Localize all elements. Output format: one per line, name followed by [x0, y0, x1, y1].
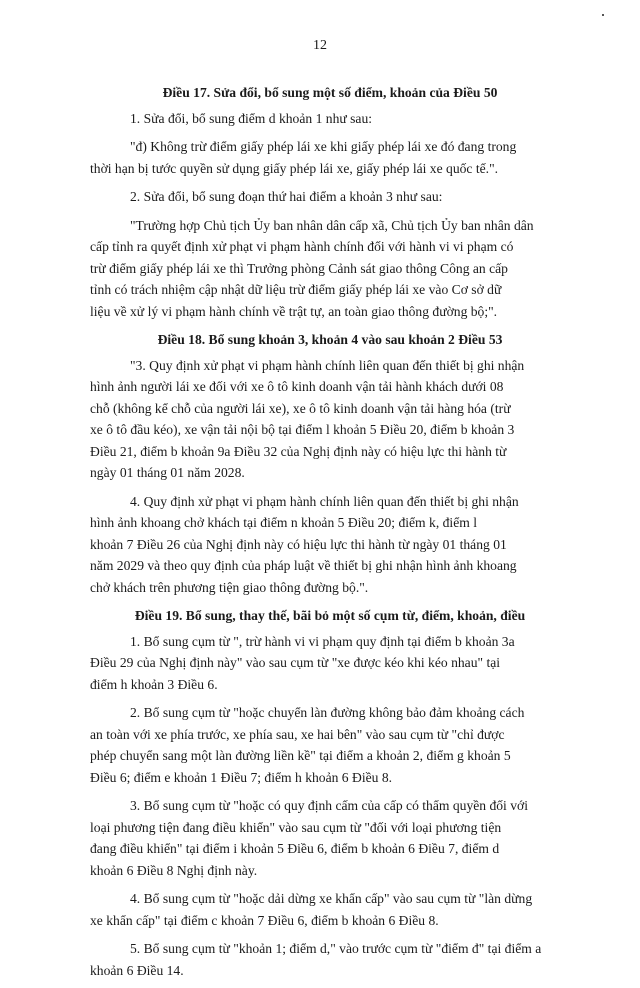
text-line: khoản 6 Điều 8 Nghị định này.: [90, 862, 258, 878]
clause-paragraph: [90, 795, 570, 881]
article-heading: Điều 18. Bổ sung khoản 3, khoản 4 vào sau khoản 2 Điều 53: [157, 332, 503, 347]
text-line: 5. Bổ sung cụm từ "khoản 1; điểm d," vào trước cụm từ "điểm đ" tại điểm a: [130, 941, 542, 956]
text-line: cấp tỉnh ra quyết định xử phạt vi phạm hành chính đối với hành vi vi phạm có: [90, 239, 514, 254]
text-line: 3. Bổ sung cụm từ "hoặc có quy định cấm của cấp có thẩm quyền đối với: [130, 798, 528, 813]
text-line: khoản 7 Điều 26 của Nghị định này có hiệu lực thi hành từ ngày 01 tháng 01: [90, 536, 507, 552]
clause-paragraph: [90, 702, 570, 788]
text-line: an toàn với xe phía trước, xe phía sau, xe hai bên" vào sau cụm từ "chỉ được: [90, 726, 505, 742]
text-line: 4. Quy định xử phạt vi phạm hành chính liên quan đến thiết bị ghi nhận: [130, 493, 519, 509]
text-line: "Trường hợp Chủ tịch Ủy ban nhân dân cấp xã, Chủ tịch Ủy ban nhân dân: [130, 217, 534, 233]
text-line: tỉnh có trách nhiệm cập nhật dữ liệu trừ điểm giấy phép lái xe vào Cơ sở dữ: [90, 282, 502, 297]
text-line: chỗ (không kể chỗ của người lái xe), xe ô tô kinh doanh vận tải hàng hóa (trừ: [90, 400, 511, 416]
clause-paragraph: [90, 631, 570, 696]
text-line: xe ô tô đầu kéo), xe vận tải nội bộ tại điểm l khoản 5 Điều 20, điểm b khoản 3: [90, 422, 515, 437]
text-line: ngày 01 tháng 01 năm 2028.: [90, 465, 245, 480]
clause-paragraph: [90, 938, 570, 981]
clause-paragraph: [90, 215, 570, 323]
clause-paragraph: [90, 888, 570, 931]
text-line: 4. Bổ sung cụm từ "hoặc dải dừng xe khẩn cấp" vào sau cụm từ "làn dừng: [130, 891, 533, 906]
clause-paragraph: [90, 108, 570, 130]
text-line: Điều 6; điểm e khoản 1 Điều 7; điểm h khoản 6 Điều 8.: [90, 769, 393, 785]
text-line: phép chuyển sang một làn đường liền kề" tại điểm a khoản 2, điểm g khoản 5: [90, 748, 511, 763]
scan-speck: [602, 14, 604, 16]
clause-paragraph: [90, 355, 570, 484]
document-body: [90, 76, 570, 988]
text-line: Điều 21, điểm b khoản 9a Điều 32 của Nghị định này có hiệu lực thi hành từ: [90, 443, 507, 459]
text-line: "đ) Không trừ điểm giấy phép lái xe khi giấy phép lái xe đó đang trong: [130, 139, 517, 154]
text-line: loại phương tiện đang điều khiển" vào sau cụm từ "đối với loại phương tiện: [90, 819, 502, 835]
clause-paragraph: [90, 136, 570, 179]
text-line: năm 2029 và theo quy định của pháp luật về thiết bị ghi nhận hình ảnh khoang: [90, 558, 517, 573]
text-line: hình ảnh người lái xe đối với xe ô tô kinh doanh vận tải hành khách dưới 08: [90, 379, 504, 394]
text-line: 1. Bổ sung cụm từ ", trừ hành vi vi phạm quy định tại điểm b khoản 3a: [130, 633, 515, 649]
clause-paragraph: [90, 186, 570, 208]
text-line: Điều 29 của Nghị định này" vào sau cụm từ "xe được kéo khi kéo nhau" tại: [90, 655, 501, 670]
text-line: chở khách trên phương tiện giao thông đường bộ.".: [90, 579, 369, 595]
text-line: đang điều khiển" tại điểm i khoản 5 Điều 6, điểm b khoản 6 Điều 7, điểm d: [90, 841, 500, 856]
text-line: 2. Sửa đổi, bổ sung đoạn thứ hai điểm a khoản 3 như sau:: [130, 189, 443, 204]
article-heading: Điều 19. Bổ sung, thay thế, bãi bỏ một số cụm từ, điểm, khoản, điều: [134, 608, 526, 623]
text-line: hình ảnh khoang chở khách tại điểm n khoản 5 Điều 20; điểm k, điểm l: [90, 515, 477, 530]
page-number: 12: [313, 38, 327, 53]
clause-paragraph: [90, 491, 570, 599]
text-line: liệu về xử lý vi phạm hành chính về trật tự, an toàn giao thông đường bộ;".: [90, 303, 498, 319]
text-line: thời hạn bị tước quyền sử dụng giấy phép lái xe, giấy phép lái xe quốc tế.".: [90, 160, 499, 176]
text-line: điểm h khoản 3 Điều 6.: [90, 676, 218, 692]
text-line: 2. Bổ sung cụm từ "hoặc chuyển làn đường không bảo đảm khoảng cách: [130, 705, 525, 720]
article-heading: Điều 17. Sửa đổi, bổ sung một số điểm, khoản của Điều 50: [162, 85, 498, 100]
text-line: "3. Quy định xử phạt vi phạm hành chính liên quan đến thiết bị ghi nhận: [130, 357, 525, 373]
text-line: xe khẩn cấp" tại điểm c khoản 7 Điều 6, điểm b khoản 6 Điều 8.: [90, 912, 439, 928]
text-line: khoản 6 Điều 14.: [90, 962, 184, 978]
text-line: trừ điểm giấy phép lái xe thì Trưởng phòng Cảnh sát giao thông Công an cấp: [90, 260, 508, 276]
text-line: 1. Sửa đổi, bổ sung điểm d khoản 1 như sau:: [130, 110, 373, 126]
